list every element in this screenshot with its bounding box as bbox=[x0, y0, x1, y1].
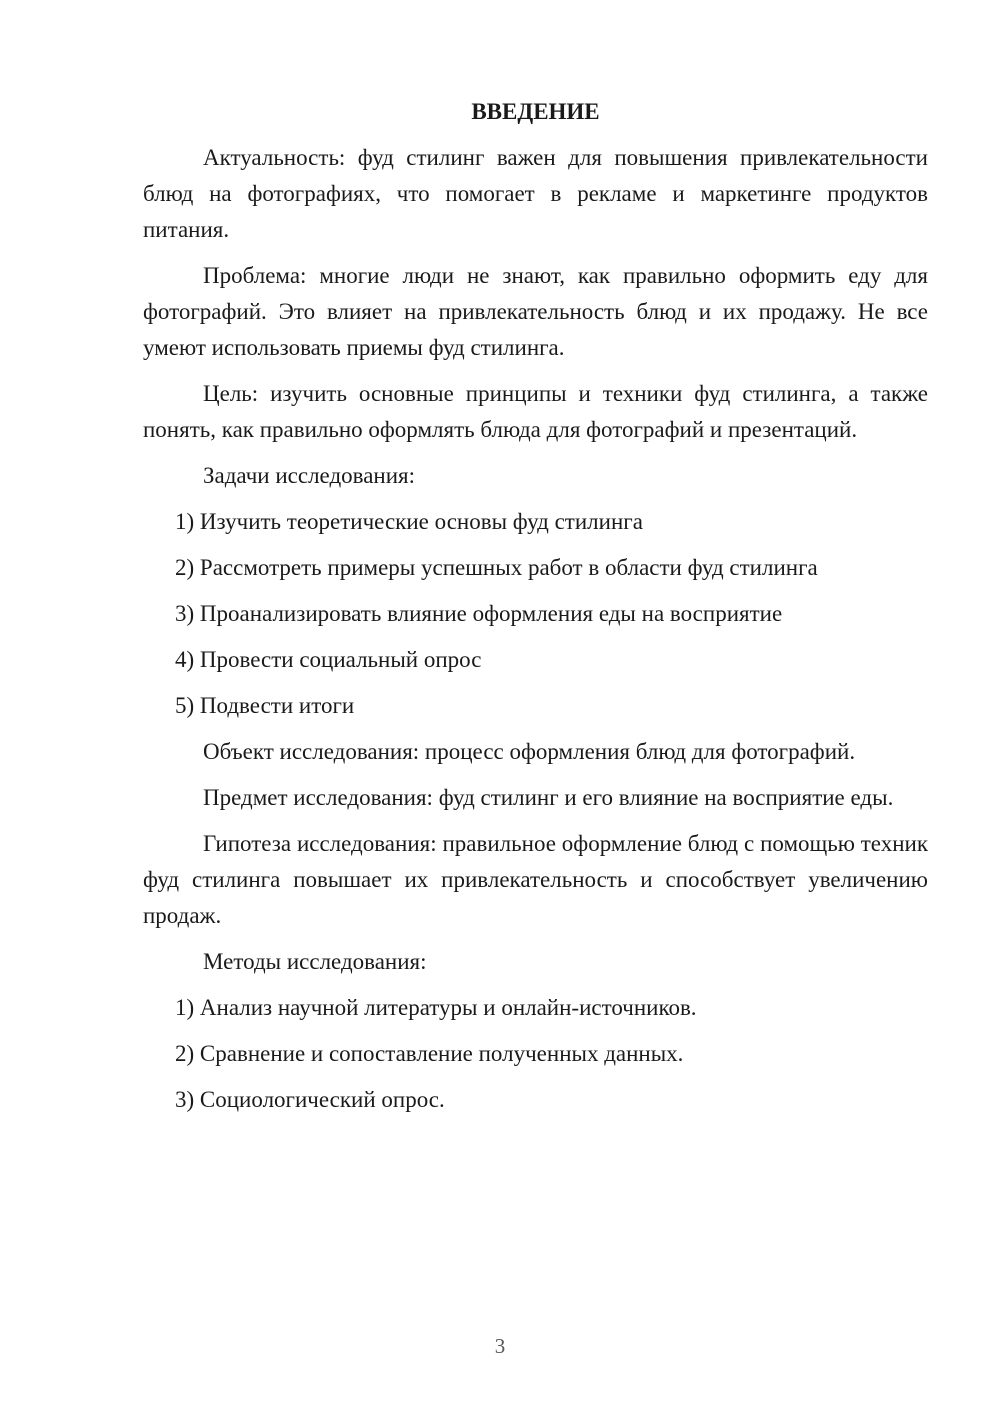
subject-paragraph: Предмет исследования: фуд стилинг и его влияние на восприятие еды. bbox=[203, 785, 894, 810]
method-item: 2) Сравнение и сопоставление полученных данных. bbox=[175, 1041, 684, 1066]
task-item: 2) Рассмотреть примеры успешных работ в области фуд стилинга bbox=[175, 555, 818, 580]
page-number: 3 bbox=[494, 1334, 506, 1358]
page-content bbox=[143, 94, 928, 1128]
goal-paragraph: Цель: изучить основные принципы и техники фуд стилинга, а также понять, как правильно оформлять блюда для фотографий и презентаций. bbox=[143, 381, 928, 442]
section-heading: ВВЕДЕНИЕ bbox=[471, 99, 600, 124]
tasks-title: Задачи исследования: bbox=[203, 463, 416, 488]
methods-title: Методы исследования: bbox=[203, 949, 427, 974]
problem-paragraph: Проблема: многие люди не знают, как правильно оформить еду для фотографий. Это влияет на привлекательность блюд и их продажу. Не все умеют использовать приемы фуд стилинга. bbox=[143, 263, 928, 360]
task-item: 3) Проанализировать влияние оформления еды на восприятие bbox=[175, 601, 783, 626]
task-item: 4) Провести социальный опрос bbox=[175, 647, 482, 672]
task-item: 1) Изучить теоретические основы фуд стилинга bbox=[175, 509, 643, 534]
method-item: 1) Анализ научной литературы и онлайн-источников. bbox=[175, 995, 697, 1020]
hypothesis-paragraph: Гипотеза исследования: правильное оформление блюд с помощью техник фуд стилинга повышает их привлекательность и способствует увеличению продаж. bbox=[143, 831, 928, 928]
object-paragraph: Объект исследования: процесс оформления блюд для фотографий. bbox=[203, 739, 856, 764]
method-item: 3) Социологический опрос. bbox=[175, 1087, 445, 1112]
relevance-paragraph: Актуальность: фуд стилинг важен для повышения привлекательности блюд на фотографиях, что помогает в рекламе и маркетинге продуктов питания. bbox=[143, 145, 928, 242]
task-item: 5) Подвести итоги bbox=[175, 693, 355, 718]
